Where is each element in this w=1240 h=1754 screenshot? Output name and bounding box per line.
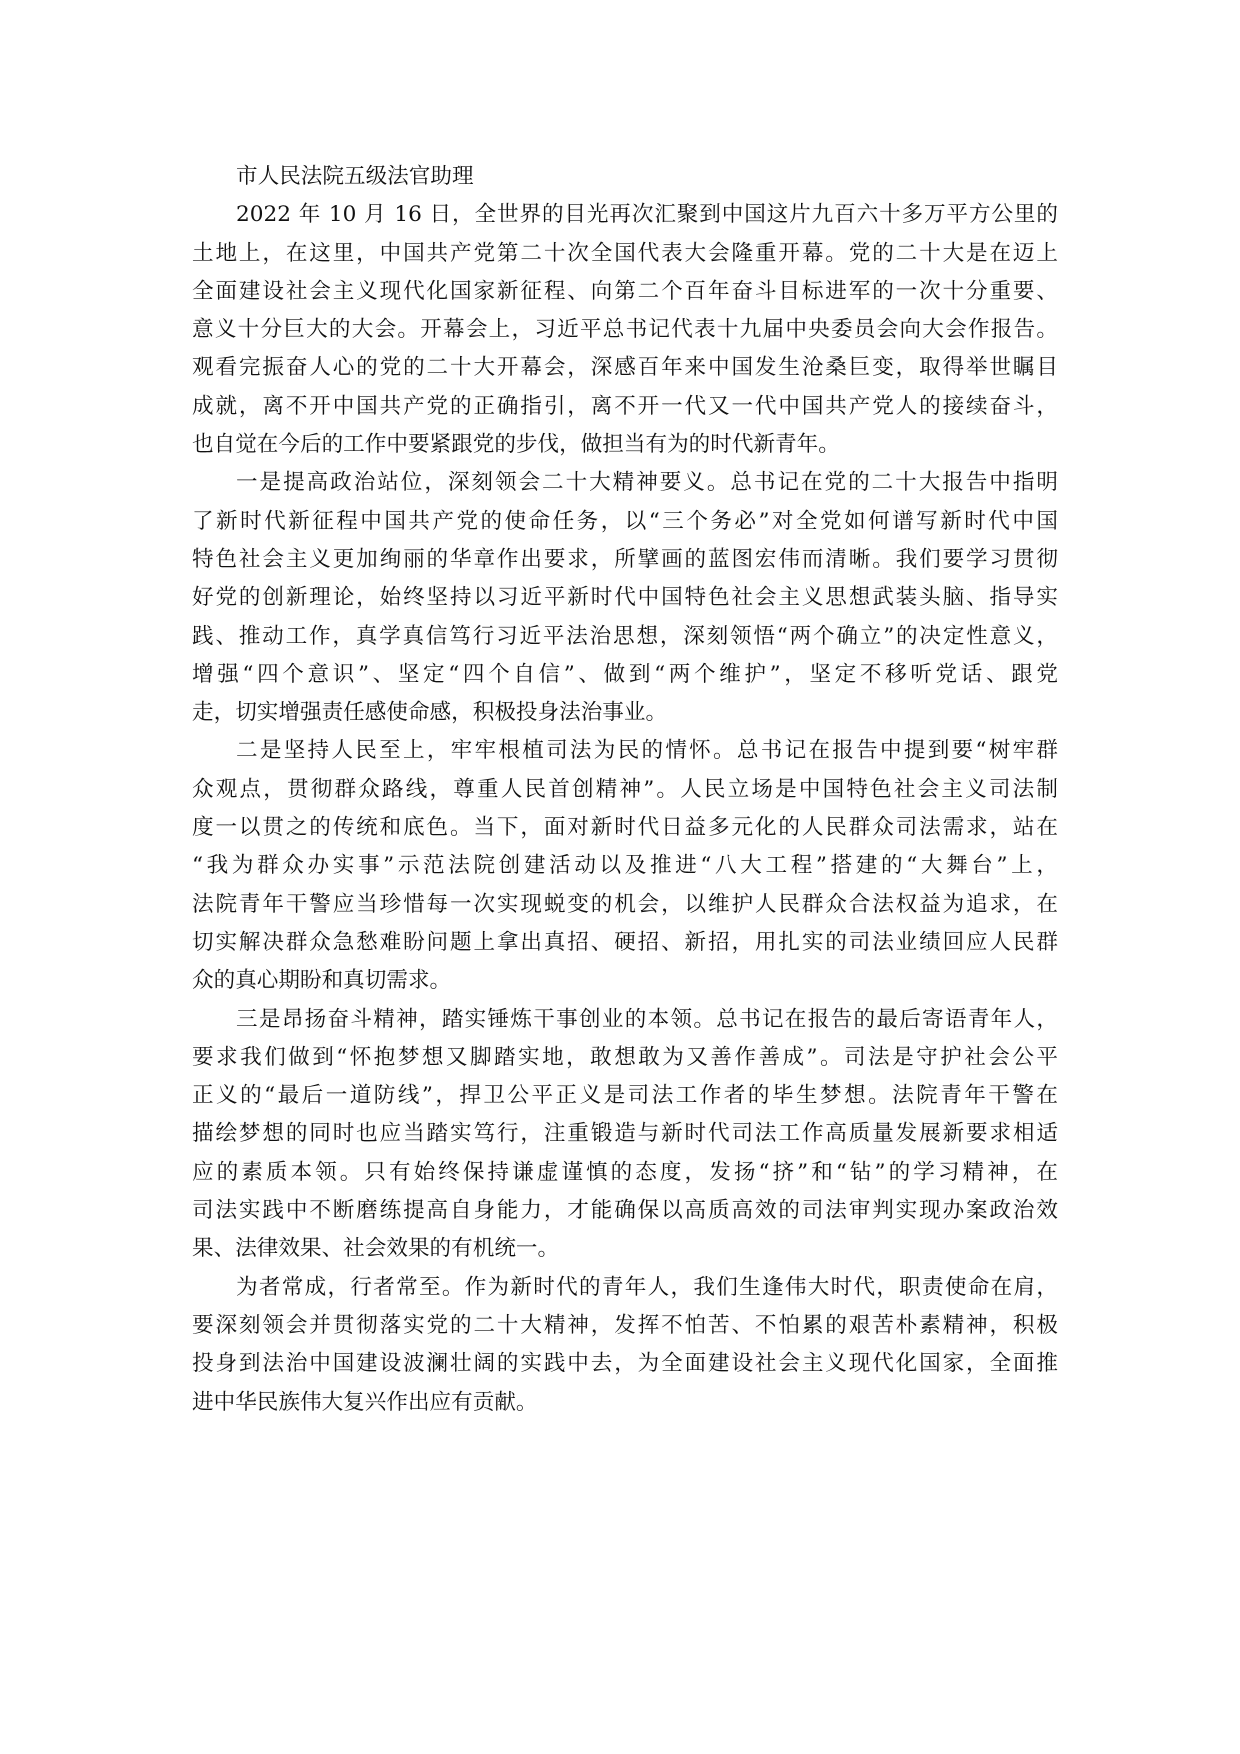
paragraph (192, 196, 1058, 464)
paragraph-line: 意义十分巨大的大会。开幕会上，习近平总书记代表十九届中央委员会向大会作报告。 (192, 317, 1058, 343)
paragraph-line: 好党的创新理论，始终坚持以习近平新时代中国特色社会主义思想武装头脑、指导实 (192, 585, 1058, 611)
document-body (192, 196, 1058, 1422)
paragraph-line: 了新时代新征程中国共产党的使命任务，以“三个务必”对全党如何谱写新时代中国 (192, 508, 1058, 534)
paragraph-line: 二是坚持人民至上，牢牢根植司法为民的情怀。总书记在报告中提到要“树牢群 (236, 738, 1058, 764)
paragraph-line: 投身到法治中国建设波澜壮阔的实践中去，为全面建设社会主义现代化国家，全面推 (192, 1351, 1058, 1377)
paragraph-line: 法院青年干警应当珍惜每一次实现蜕变的机会，以维护人民群众合法权益为追求，在 (192, 891, 1058, 917)
paragraph (192, 464, 1058, 732)
paragraph (192, 1001, 1058, 1269)
paragraph-line: 全面建设社会主义现代化国家新征程、向第二个百年奋斗目标进军的一次十分重要、 (192, 278, 1058, 304)
paragraph-line: 践、推动工作，真学真信笃行习近平法治思想，深刻领悟“两个确立”的决定性意义， (192, 623, 1058, 649)
paragraph-line: 正义的“最后一道防线”，捍卫公平正义是司法工作者的毕生梦想。法院青年干警在 (192, 1083, 1058, 1109)
paragraph-line: 成就，离不开中国共产党的正确指引，离不开一代又一代中国共产党人的接续奋斗， (192, 393, 1058, 419)
document-title: 市人民法院五级法官助理 (236, 164, 474, 189)
paragraph-line: 三是昂扬奋斗精神，踏实锤炼干事创业的本领。总书记在报告的最后寄语青年人， (236, 1006, 1058, 1032)
paragraph-line: 度一以贯之的传统和底色。当下，面对新时代日益多元化的人民群众司法需求，站在 (192, 815, 1058, 841)
paragraph (192, 732, 1058, 1000)
paragraph-line: 特色社会主义更加绚丽的华章作出要求，所擘画的蓝图宏伟而清晰。我们要学习贯彻 (192, 546, 1058, 572)
paragraph-line: 要深刻领会并贯彻落实党的二十大精神，发挥不怕苦、不怕累的艰苦朴素精神，积极 (192, 1312, 1058, 1338)
paragraph-line: 也自觉在今后的工作中要紧跟党的步伐，做担当有为的时代新青年。 (192, 432, 840, 458)
paragraph-line: 果、法律效果、社会效果的有机统一。 (192, 1236, 560, 1262)
paragraph-line: 观看完振奋人心的党的二十大开幕会，深感百年来中国发生沧桑巨变，取得举世瞩目 (192, 355, 1058, 381)
paragraph (192, 1269, 1058, 1422)
paragraph-line: 要求我们做到“怀抱梦想又脚踏实地，敢想敢为又善作善成”。司法是守护社会公平 (192, 1044, 1058, 1070)
document-page (192, 158, 1058, 1422)
paragraph-line: 众观点，贯彻群众路线，尊重人民首创精神”。人民立场是中国特色社会主义司法制 (192, 776, 1058, 802)
paragraph-line: 进中华民族伟大复兴作出应有贡献。 (192, 1389, 538, 1415)
paragraph-line: 为者常成，行者常至。作为新时代的青年人，我们生逢伟大时代，职责使命在肩， (236, 1274, 1058, 1300)
paragraph-line: 一是提高政治站位，深刻领会二十大精神要义。总书记在党的二十大报告中指明 (236, 470, 1058, 496)
paragraph-line: 2022 年 10 月 16 日，全世界的目光再次汇聚到中国这片九百六十多万平方公里的 (236, 202, 1058, 228)
paragraph-line: 描绘梦想的同时也应当踏实笃行，注重锻造与新时代司法工作高质量发展新要求相适 (192, 1121, 1058, 1147)
paragraph-line: 切实解决群众急愁难盼问题上拿出真招、硬招、新招，用扎实的司法业绩回应人民群 (192, 929, 1058, 955)
paragraph-line: 走，切实增强责任感使命感，积极投身法治事业。 (192, 700, 668, 726)
paragraph-line: 增强“四个意识”、坚定“四个自信”、做到“两个维护”，坚定不移听党话、跟党 (192, 661, 1058, 687)
paragraph-line: 众的真心期盼和真切需求。 (192, 968, 452, 994)
paragraph-line: 司法实践中不断磨练提高自身能力，才能确保以高质高效的司法审判实现办案政治效 (192, 1198, 1058, 1224)
paragraph-line: “我为群众办实事”示范法院创建活动以及推进“八大工程”搭建的“大舞台”上， (192, 853, 1058, 879)
paragraph-line: 应的素质本领。只有始终保持谦虚谨慎的态度，发扬“挤”和“钻”的学习精神，在 (192, 1159, 1058, 1185)
paragraph-line: 土地上，在这里，中国共产党第二十次全国代表大会隆重开幕。党的二十大是在迈上 (192, 240, 1058, 266)
